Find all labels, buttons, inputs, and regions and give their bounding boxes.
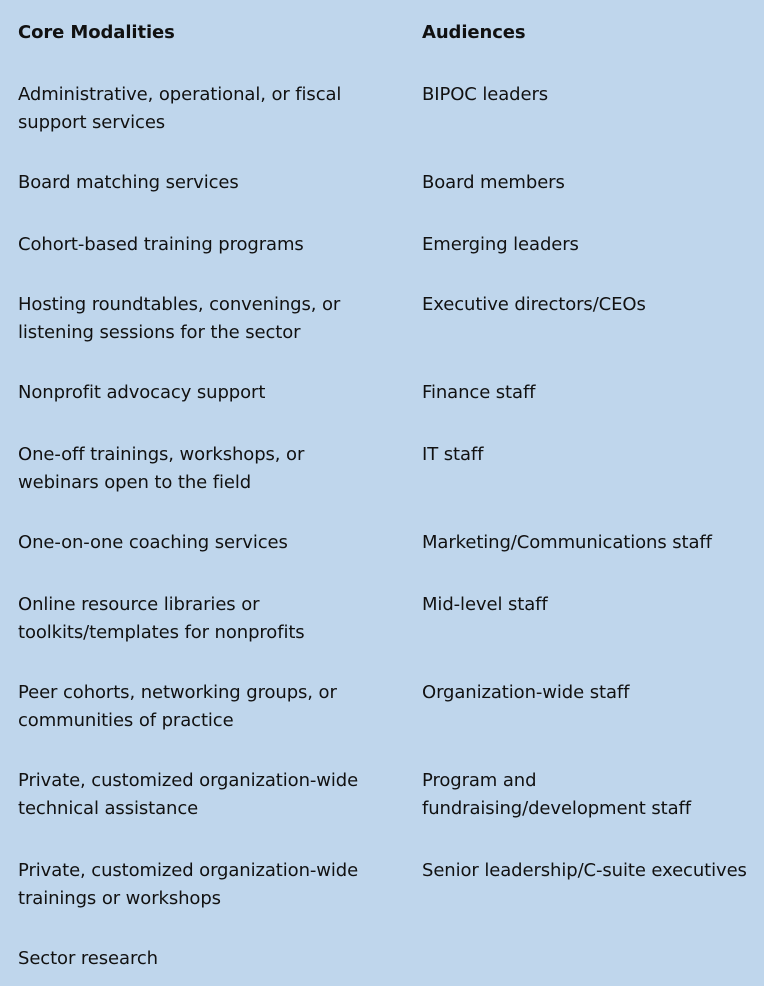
audience-item: Organization-wide staff	[422, 682, 630, 703]
modality-item: Administrative, operational, or fiscal support services	[18, 84, 342, 133]
modality-item: Hosting roundtables, convenings, or listening sessions for the sector	[18, 294, 341, 343]
modality-item: One-off trainings, workshops, or webinars open to the field	[18, 444, 305, 493]
audience-item: IT staff	[422, 444, 484, 465]
modality-item: Online resource libraries or toolkits/templates for nonprofits	[18, 594, 305, 643]
audience-item: Senior leadership/C-suite executives	[422, 860, 747, 881]
modality-item: One-on-one coaching services	[18, 532, 288, 553]
audience-item: BIPOC leaders	[422, 84, 549, 105]
audiences-header: Audiences	[422, 22, 526, 43]
audience-item: Mid-level staff	[422, 594, 548, 615]
audience-item: Marketing/Communications staff	[422, 532, 712, 553]
modality-item: Peer cohorts, networking groups, or communities of practice	[18, 682, 337, 731]
audience-item: Finance staff	[422, 382, 536, 403]
modality-item: Sector research	[18, 948, 158, 969]
modality-item: Cohort-based training programs	[18, 234, 304, 255]
audience-item: Executive directors/CEOs	[422, 294, 646, 315]
core-modalities-header: Core Modalities	[18, 22, 175, 43]
audience-item: Board members	[422, 172, 565, 193]
audience-item: Emerging leaders	[422, 234, 579, 255]
modality-item: Private, customized organization-wide technical assistance	[18, 770, 359, 819]
modality-item: Private, customized organization-wide trainings or workshops	[18, 860, 359, 909]
modality-item: Board matching services	[18, 172, 239, 193]
modality-item: Nonprofit advocacy support	[18, 382, 266, 403]
audience-item: Program and fundraising/development staff	[422, 770, 691, 819]
